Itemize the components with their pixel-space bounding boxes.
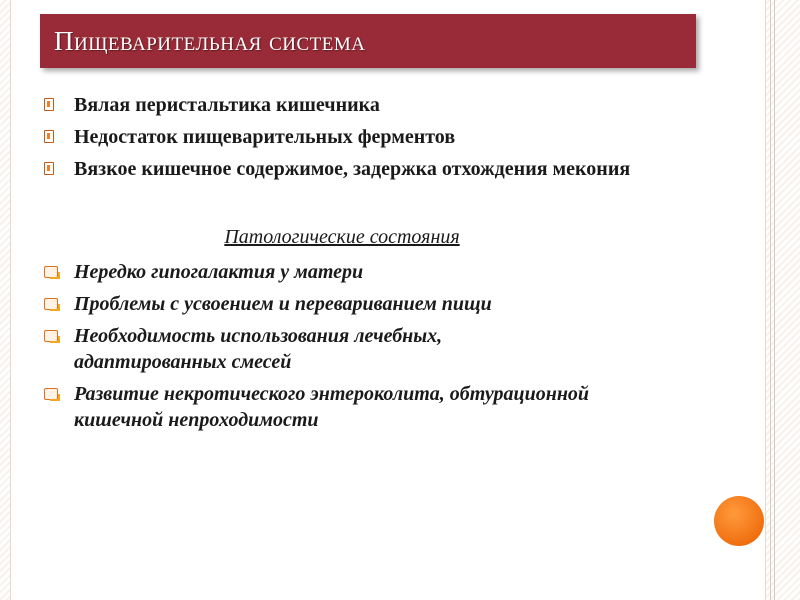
list-item-text: Необходимость использования лечебных, адаптированных смесей xyxy=(74,325,443,373)
list-item-text: Проблемы с усвоением и перевариванием пищи xyxy=(74,293,492,315)
title-bar xyxy=(40,14,696,68)
checkbox-bullet-icon xyxy=(42,259,74,285)
list-item xyxy=(42,124,682,150)
list-item xyxy=(42,291,682,317)
right-decor-band xyxy=(766,0,800,600)
list-item-text: Вялая перистальтика кишечника xyxy=(74,94,380,116)
decor-line xyxy=(774,0,775,600)
list-item xyxy=(42,92,682,118)
square-bullet-icon xyxy=(42,124,74,150)
checkbox-bullet-icon xyxy=(42,291,74,317)
list-item-text: Вязкое кишечное содержимое, задержка отхождения мекония xyxy=(74,158,631,180)
square-bullet-icon xyxy=(42,156,74,182)
list-item xyxy=(42,381,682,433)
subheading: Патологические состояния xyxy=(224,226,460,248)
list-item xyxy=(42,156,682,182)
square-bullet-icon xyxy=(42,92,74,118)
slide-content xyxy=(42,92,682,433)
slide-title: Пищеварительная система xyxy=(54,25,366,56)
list-item xyxy=(42,259,682,285)
list-item xyxy=(42,323,682,375)
orange-circle-icon xyxy=(714,496,764,546)
decor-line xyxy=(770,0,771,600)
checkbox-bullet-icon xyxy=(42,381,74,407)
list-item-text: Нередко гипогалактия у матери xyxy=(74,261,364,283)
list-item-text: Недостаток пищеварительных ферментов xyxy=(74,126,456,148)
checkbox-bullet-icon xyxy=(42,323,74,349)
list-item-text: Развитие некротического энтероколита, обтурационной кишечной непроходимости xyxy=(74,383,590,431)
